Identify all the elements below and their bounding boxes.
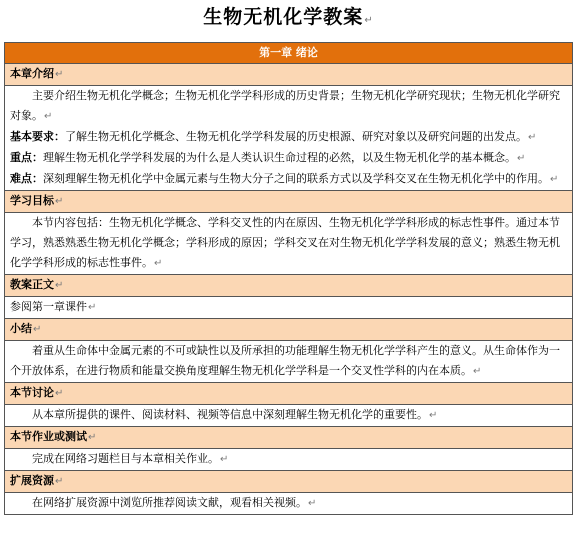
resources-body bbox=[5, 493, 573, 515]
intro-body bbox=[5, 86, 573, 191]
paragraph-mark-icon: ↵ bbox=[220, 454, 229, 465]
section-label-discussion: 本节讨论↵ bbox=[5, 383, 573, 405]
paragraph-mark-icon: ↵ bbox=[308, 498, 317, 509]
objectives-text: 本节内容包括：生物无机化学概念、学科交叉性的内在原因、生物无机化学学科形成的标志性事件。通过本节学习，熟悉熟悉生物无机化学概念；学科形成的原因；学科交叉在对生物无机化学学科发展的意义；熟悉生物无机化学学科形成的标志性事件。↵ bbox=[10, 216, 560, 269]
paragraph-mark-icon: ↵ bbox=[55, 280, 64, 291]
discussion-text: 从本章所提供的课件、阅读材料、视频等信息中深刻理解生物无机化学的重要性。↵ bbox=[32, 408, 438, 421]
requirement-basic-text: 了解生物无机化学概念、生物无机化学学科发展的历史根源、研究对象以及研究问题的出发点。 bbox=[65, 130, 527, 143]
section-header-resources bbox=[5, 471, 573, 493]
requirement-difficulty-text: 深刻理解生物无机化学中金属元素与生物大分子之间的联系方式以及学科交叉在生物无机化学中的作用。 bbox=[43, 172, 549, 185]
requirement-basic-label: 基本要求： bbox=[10, 130, 65, 143]
paragraph-mark-icon: ↵ bbox=[473, 366, 482, 377]
requirement-key-point-text: 理解生物无机化学学科发展的为什么是人类认识生命过程的必然，以及生物无机化学的基本概念。 bbox=[43, 151, 516, 164]
paragraph-mark-icon: ↵ bbox=[55, 388, 64, 399]
section-body-intro bbox=[5, 86, 573, 191]
section-header-intro bbox=[5, 64, 573, 86]
document-title bbox=[0, 2, 577, 32]
requirement-basic bbox=[10, 127, 567, 148]
section-header-body bbox=[5, 275, 573, 297]
section-label-objectives: 学习目标↵ bbox=[5, 191, 573, 213]
lesson-plan-table bbox=[4, 42, 573, 515]
objectives-body bbox=[5, 213, 573, 275]
paragraph-mark-icon: ↵ bbox=[88, 432, 97, 443]
requirement-key-point bbox=[10, 148, 567, 169]
paragraph-mark-icon: ↵ bbox=[55, 476, 64, 487]
section-label-homework: 本节作业或测试↵ bbox=[5, 427, 573, 449]
paragraph-mark-icon: ↵ bbox=[550, 174, 559, 185]
chapter-row bbox=[5, 43, 573, 64]
requirement-key-point-label: 重点： bbox=[10, 151, 43, 164]
section-body-summary bbox=[5, 341, 573, 383]
body-text: 参阅第一章课件↵ bbox=[10, 300, 97, 313]
section-body-resources bbox=[5, 493, 573, 515]
section-body-objectives bbox=[5, 213, 573, 275]
title-text: 生物无机化学教案 bbox=[203, 6, 364, 28]
lesson-plan bbox=[4, 42, 573, 515]
section-label-resources: 扩展资源↵ bbox=[5, 471, 573, 493]
section-header-discussion bbox=[5, 383, 573, 405]
paragraph-mark-icon: ↵ bbox=[33, 324, 42, 335]
section-body-body bbox=[5, 297, 573, 319]
paragraph-mark-icon: ↵ bbox=[517, 153, 526, 164]
requirement-difficulty bbox=[10, 169, 567, 190]
section-header-homework bbox=[5, 427, 573, 449]
summary-body bbox=[5, 341, 573, 383]
section-label-summary: 小结↵ bbox=[5, 319, 573, 341]
discussion-body bbox=[5, 405, 573, 427]
homework-body bbox=[5, 449, 573, 471]
paragraph-mark-icon: ↵ bbox=[55, 196, 64, 207]
section-header-summary bbox=[5, 319, 573, 341]
section-label-intro: 本章介绍↵ bbox=[5, 64, 573, 86]
section-body-discussion bbox=[5, 405, 573, 427]
section-body-homework bbox=[5, 449, 573, 471]
paragraph-mark-icon: ↵ bbox=[88, 302, 97, 313]
homework-text: 完成在网络习题栏目与本章相关作业。↵ bbox=[32, 452, 229, 465]
section-label-body: 教案正文↵ bbox=[5, 275, 573, 297]
summary-text: 着重从生命体中金属元素的不可或缺性以及所承担的功能理解生物无机化学学科产生的意义。从生命体作为一个开放体系，在进行物质和能量交换角度理解生物无机化学学科是一个交叉性学科的内在本质。↵ bbox=[10, 344, 560, 377]
paragraph-mark-icon: ↵ bbox=[429, 410, 438, 421]
resources-text: 在网络扩展资源中浏览所推荐阅读文献，观看相关视频。↵ bbox=[32, 496, 317, 509]
paragraph-mark-icon: ↵ bbox=[154, 258, 163, 269]
paragraph-mark-icon: ↵ bbox=[44, 111, 53, 122]
chapter-heading: 第一章 绪论 bbox=[5, 43, 573, 64]
section-header-objectives bbox=[5, 191, 573, 213]
body-body bbox=[5, 297, 573, 319]
paragraph-mark-icon: ↵ bbox=[528, 132, 537, 143]
paragraph-mark-icon: ↵ bbox=[364, 15, 374, 26]
intro-text: 主要介绍生物无机化学概念；生物无机化学学科形成的历史背景；生物无机化学研究现状；生物无机化学研究对象。↵ bbox=[10, 89, 560, 122]
requirement-difficulty-label: 难点： bbox=[10, 172, 43, 185]
paragraph-mark-icon: ↵ bbox=[55, 69, 64, 80]
